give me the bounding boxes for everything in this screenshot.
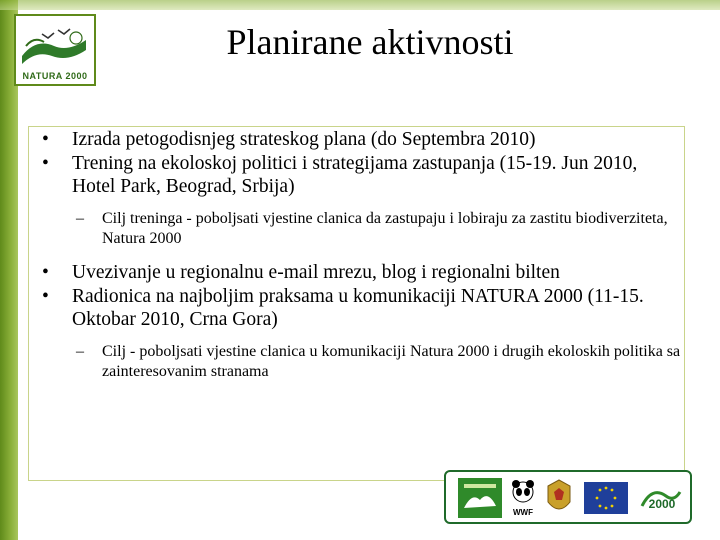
partner-text: 2000 — [648, 497, 676, 511]
sponsor-logo-strip — [444, 470, 692, 524]
bullet-text: Uvezivanje u regionalnu e-mail mrezu, blog i regionalni bilten — [72, 262, 560, 283]
green-org-logo-icon — [458, 478, 502, 518]
bullet-text: Izrada petogodisnjeg strateskog plana (do Septembra 2010) — [72, 129, 536, 150]
coat-of-arms-icon — [544, 478, 574, 518]
bullet-item — [34, 128, 684, 151]
bullet-text: Trening na ekoloskoj politici i strategijama zastupanja (15-19. Jun 2010, Hotel Park, Beograd, Srbija) — [72, 153, 638, 197]
bullet-text: Radionica na najboljim praksama u komunikaciji NATURA 2000 (11-15. Oktobar 2010, Crna Gora) — [72, 286, 644, 330]
bullet-item — [34, 285, 684, 331]
bullet-text: Cilj treninga - poboljsati vjestine clanica da zastupaju i lobiraju za zastitu biodiverziteta, Natura 2000 — [102, 210, 668, 247]
bullet-marker: • — [42, 153, 49, 174]
wwf-text: WWF — [513, 508, 533, 517]
bullet-marker: • — [42, 129, 49, 150]
eu-flag-icon — [584, 478, 628, 518]
logo-caption: NATURA 2000 — [22, 71, 88, 81]
bullet-item — [34, 261, 684, 284]
bullet-marker: • — [42, 262, 49, 283]
bullet-text: Cilj - poboljsati vjestine clanica u komunikaciji Natura 2000 i drugih ekoloskih politika sa zainteresovanim stranama — [102, 343, 681, 380]
natura-partner-logo-icon — [638, 478, 684, 518]
bullet-item — [34, 152, 684, 198]
dash-marker: – — [76, 343, 84, 360]
sub-bullet-item — [34, 209, 684, 249]
bullet-marker: • — [42, 286, 49, 307]
slide-title: Planirane aktivnosti — [226, 22, 514, 62]
top-decor-band — [0, 0, 720, 10]
natura-2000-logo — [14, 14, 96, 86]
bullet-list — [34, 128, 684, 394]
wwf-panda-icon — [508, 478, 538, 518]
dash-marker: – — [76, 210, 84, 227]
sub-bullet-item — [34, 342, 684, 382]
